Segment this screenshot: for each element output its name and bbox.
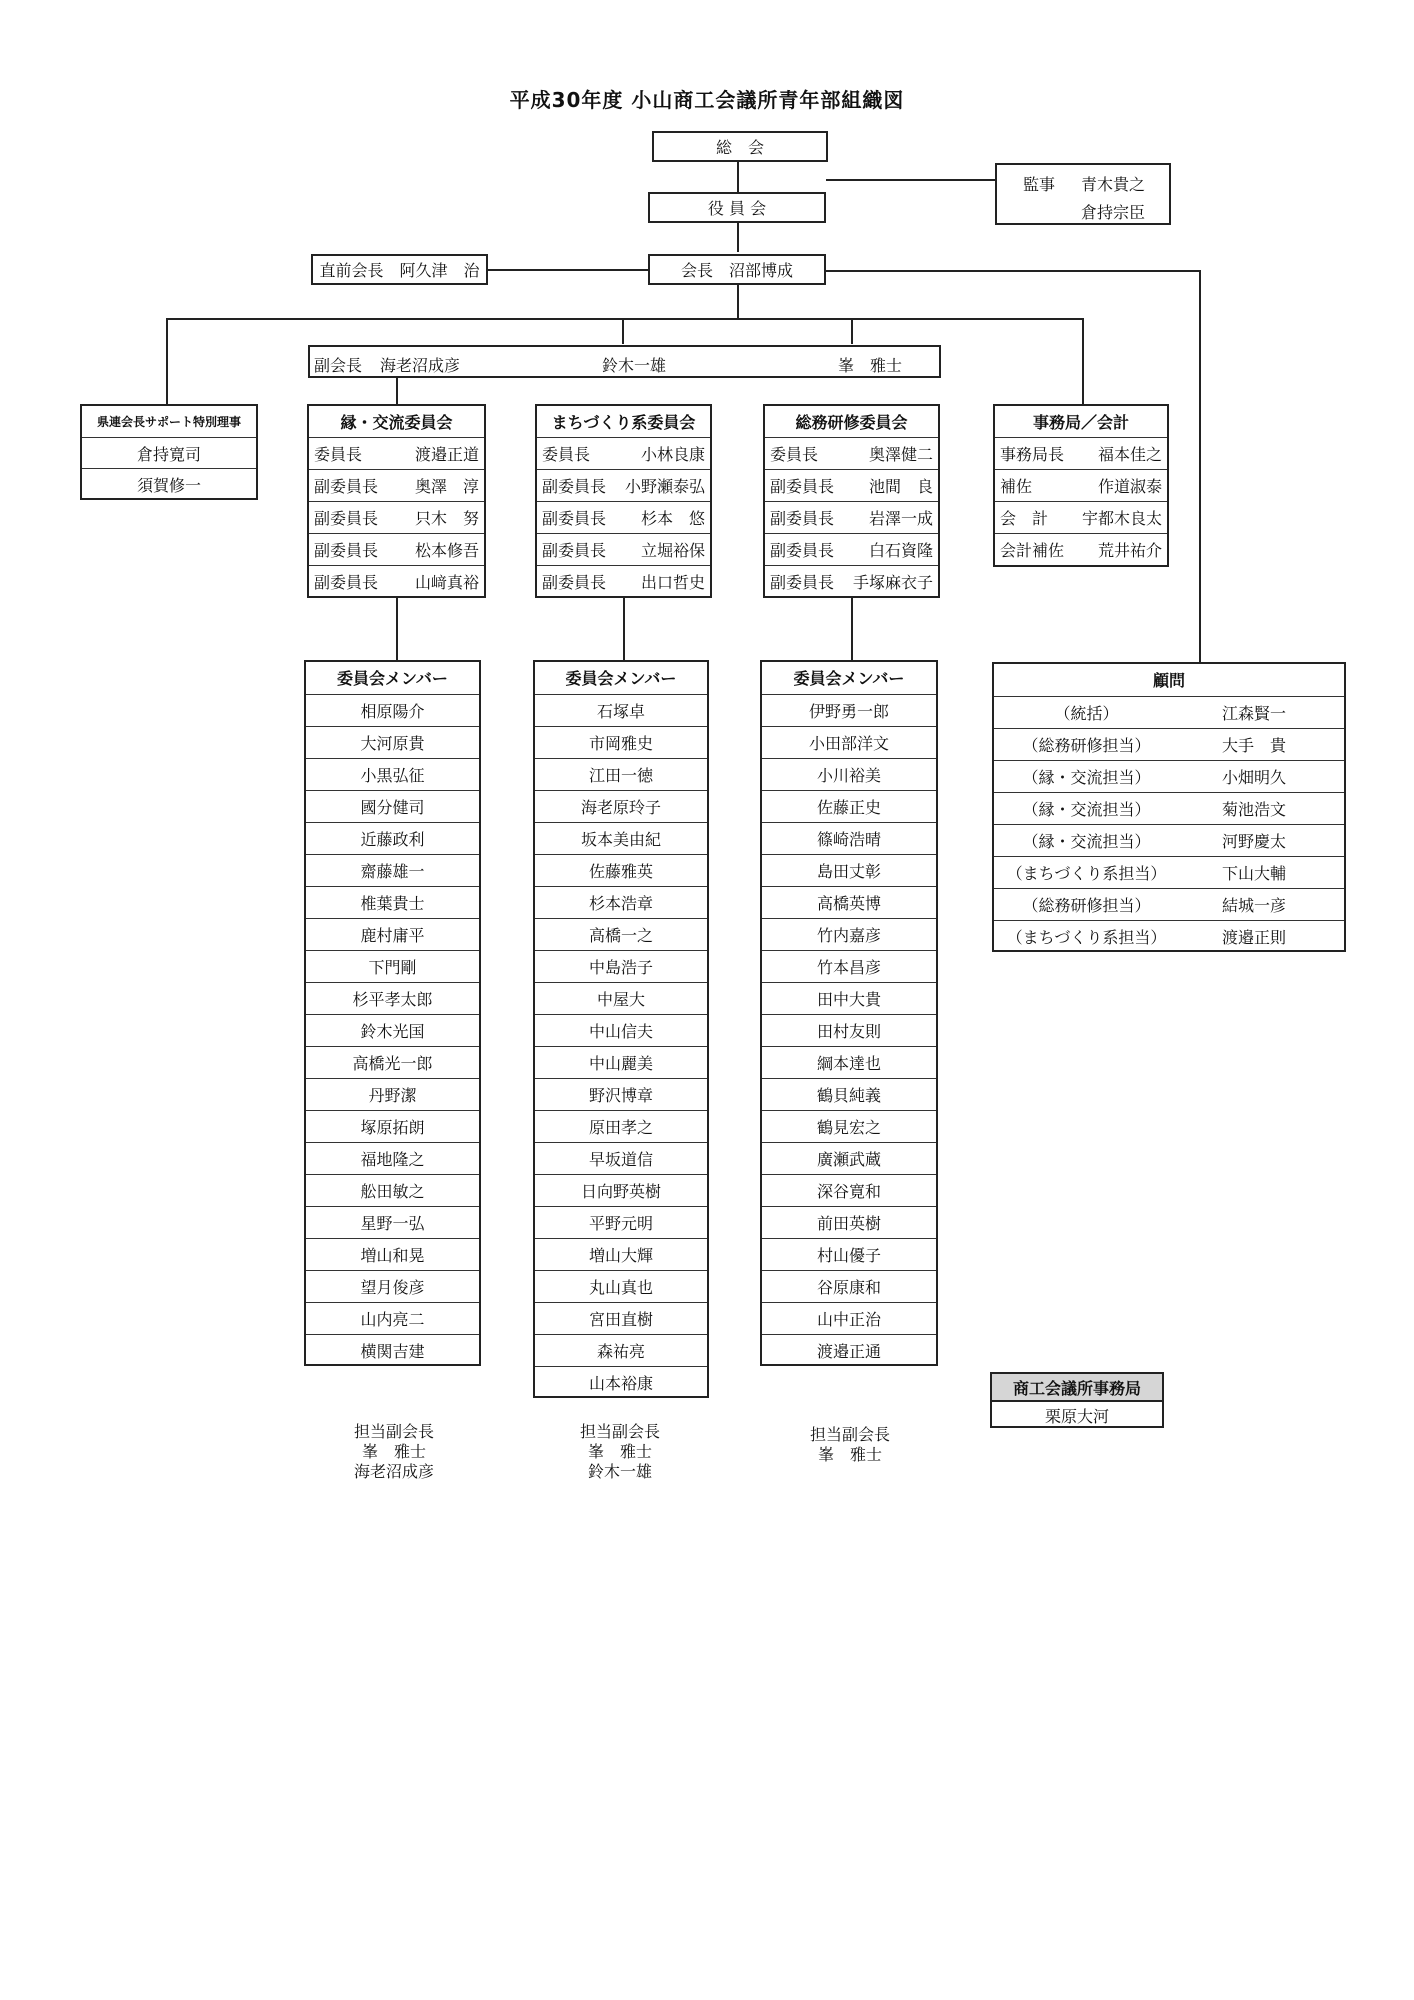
leader-row xyxy=(537,501,710,532)
advisor-row xyxy=(994,760,1344,791)
advisor-role: （縁・交流担当） xyxy=(1022,831,1151,851)
secretariat-row xyxy=(995,533,1167,564)
secretariat-row xyxy=(995,501,1167,532)
member-name: 佐藤雅英 xyxy=(535,854,707,885)
advisor-row xyxy=(994,824,1344,855)
note-line: 担当副会長 xyxy=(809,1425,890,1444)
member-name: 市岡雅史 xyxy=(535,726,707,757)
president-box xyxy=(648,254,826,285)
leader-role: 副委員長 xyxy=(314,476,379,496)
leader-name: 岩澤一成 xyxy=(868,508,933,528)
member-name: 平野元明 xyxy=(535,1206,707,1237)
member-name: 森祐亮 xyxy=(535,1334,707,1365)
secretariat-role: 補佐 xyxy=(1000,476,1033,496)
secretariat-box xyxy=(993,404,1169,567)
committee-leaders-box xyxy=(763,404,940,598)
president-label: 会長 沼部博成 xyxy=(680,261,793,280)
members-header: 委員会メンバー xyxy=(565,669,677,688)
leader-name: 山﨑真裕 xyxy=(414,572,479,592)
advisor-role: （総務研修担当） xyxy=(1022,895,1151,915)
advisor-row xyxy=(994,728,1344,759)
member-name: 伊野勇一郎 xyxy=(762,694,936,725)
member-name: 鹿村庸平 xyxy=(306,918,479,949)
member-name: 坂本美由紀 xyxy=(535,822,707,853)
support-director-name: 倉持寛司 xyxy=(82,437,256,468)
leader-name: 只木 努 xyxy=(414,508,479,528)
committee-header: 縁・交流委員会 xyxy=(340,413,453,432)
member-name: 相原陽介 xyxy=(306,694,479,725)
leader-role: 委員長 xyxy=(314,444,363,464)
leader-row xyxy=(765,469,938,500)
auditor-name: 倉持宗臣 xyxy=(1081,203,1146,222)
secretariat-name: 福本佳之 xyxy=(1097,444,1162,464)
advisor-role: （まちづくり系担当） xyxy=(1006,863,1167,883)
connector-line xyxy=(486,269,650,271)
member-name: 増山和晃 xyxy=(306,1238,479,1269)
connector-line xyxy=(737,283,739,319)
member-name: 島田丈彰 xyxy=(762,854,936,885)
member-name: 塚原拓朗 xyxy=(306,1110,479,1141)
member-name: 山中正治 xyxy=(762,1302,936,1333)
member-name: 石塚卓 xyxy=(535,694,707,725)
member-name: 高橋英博 xyxy=(762,886,936,917)
advisor-role: （統括） xyxy=(1054,703,1119,723)
leader-name: 小野瀬泰弘 xyxy=(624,476,705,496)
leader-role: 副委員長 xyxy=(542,540,607,560)
member-name: 舩田敏之 xyxy=(306,1174,479,1205)
member-name: 山内亮二 xyxy=(306,1302,479,1333)
member-name: 山本裕康 xyxy=(535,1366,707,1397)
member-name: 中山信夫 xyxy=(535,1014,707,1045)
leader-name: 手塚麻衣子 xyxy=(852,572,933,592)
member-name: 大河原貴 xyxy=(306,726,479,757)
leader-role: 委員長 xyxy=(542,444,591,464)
member-name: 宮田直樹 xyxy=(535,1302,707,1333)
member-name: 中山麗美 xyxy=(535,1046,707,1077)
member-name: 中島浩子 xyxy=(535,950,707,981)
leader-row xyxy=(537,469,710,500)
member-name: 竹本昌彦 xyxy=(762,950,936,981)
advisor-name: 河野慶太 xyxy=(1221,831,1286,851)
member-name: 國分健司 xyxy=(306,790,479,821)
advisor-name: 結城一彦 xyxy=(1221,895,1286,915)
advisor-row xyxy=(994,792,1344,823)
advisors-header: 顧問 xyxy=(1152,671,1185,690)
leader-role: 副委員長 xyxy=(770,572,835,592)
former-president-box xyxy=(311,254,488,285)
member-name: 廣瀬武蔵 xyxy=(762,1142,936,1173)
office-header: 商工会議所事務局 xyxy=(992,1374,1162,1402)
connector-line xyxy=(166,318,168,404)
member-name: 小田部洋文 xyxy=(762,726,936,757)
leader-role: 副委員長 xyxy=(314,508,379,528)
members-header: 委員会メンバー xyxy=(793,669,905,688)
committee-header: まちづくり系委員会 xyxy=(551,413,696,432)
advisor-name: 江森賢一 xyxy=(1221,703,1286,723)
assigned-vp-note xyxy=(314,1422,474,1482)
advisor-row xyxy=(994,856,1344,887)
advisor-row xyxy=(994,696,1344,727)
leader-role: 委員長 xyxy=(770,444,819,464)
support-director-name: 須賀修一 xyxy=(82,468,256,499)
advisor-name: 菊池浩文 xyxy=(1221,799,1286,819)
leader-role: 副委員長 xyxy=(770,508,835,528)
member-name: 星野一弘 xyxy=(306,1206,479,1237)
vice-president-label: 副会長 xyxy=(314,356,363,375)
leader-name: 松本修吾 xyxy=(414,540,479,560)
member-name: 杉本浩章 xyxy=(535,886,707,917)
leader-row xyxy=(765,565,938,596)
committee-members-box xyxy=(533,660,709,1398)
note-line: 峯 雅士 xyxy=(817,1445,882,1464)
auditor-name: 青木貴之 xyxy=(1081,175,1146,194)
member-name: 齋藤雄一 xyxy=(306,854,479,885)
leader-name: 小林良康 xyxy=(640,444,705,464)
secretariat-role: 会 計 xyxy=(1000,508,1049,528)
former-president-label: 直前会長 阿久津 治 xyxy=(319,261,480,280)
auditor-box xyxy=(995,163,1171,225)
advisors-box xyxy=(992,662,1346,952)
leader-row xyxy=(309,501,484,532)
connector-line xyxy=(1082,318,1084,404)
leader-row xyxy=(537,533,710,564)
leader-name: 杉本 悠 xyxy=(640,508,705,528)
assigned-vp-note xyxy=(770,1425,930,1465)
member-name: 中屋大 xyxy=(535,982,707,1013)
member-name: 野沢博章 xyxy=(535,1078,707,1109)
leader-name: 白石資隆 xyxy=(868,540,933,560)
advisor-role: （縁・交流担当） xyxy=(1022,799,1151,819)
connector-line xyxy=(737,160,739,194)
member-name: 高橋光一郎 xyxy=(306,1046,479,1077)
member-name: 田村友則 xyxy=(762,1014,936,1045)
advisor-role: （まちづくり系担当） xyxy=(1006,927,1167,947)
leader-name: 渡邉正道 xyxy=(414,444,479,464)
secretariat-name: 荒井祐介 xyxy=(1097,540,1162,560)
leader-name: 出口哲史 xyxy=(640,572,705,592)
member-name: 福地隆之 xyxy=(306,1142,479,1173)
member-name: 深谷寛和 xyxy=(762,1174,936,1205)
member-name: 椎葉貴士 xyxy=(306,886,479,917)
member-name: 日向野英樹 xyxy=(535,1174,707,1205)
connector-line xyxy=(396,377,398,404)
secretariat-role: 事務局長 xyxy=(1000,444,1065,464)
committee-members-box xyxy=(304,660,481,1366)
member-name: 高橋一之 xyxy=(535,918,707,949)
leader-row xyxy=(765,437,938,468)
member-name: 早坂道信 xyxy=(535,1142,707,1173)
member-name: 鶴見宏之 xyxy=(762,1110,936,1141)
note-line: 担当副会長 xyxy=(353,1422,434,1441)
member-name: 鈴木光国 xyxy=(306,1014,479,1045)
member-name: 渡邉正通 xyxy=(762,1334,936,1365)
advisor-role: （縁・交流担当） xyxy=(1022,767,1151,787)
member-name: 杉平孝太郎 xyxy=(306,982,479,1013)
advisor-name: 渡邉正則 xyxy=(1221,927,1286,947)
committee-members-box xyxy=(760,660,938,1366)
leader-role: 副委員長 xyxy=(314,540,379,560)
leader-role: 副委員長 xyxy=(770,540,835,560)
page-title: 平成30年度 小山商工会議所青年部組織図 xyxy=(509,88,905,112)
note-line: 海老沼成彦 xyxy=(353,1462,434,1481)
member-name: 増山大輝 xyxy=(535,1238,707,1269)
note-line: 担当副会長 xyxy=(579,1422,660,1441)
member-name: 横関吉建 xyxy=(306,1334,479,1365)
leader-row xyxy=(537,437,710,468)
leader-name: 立堀裕保 xyxy=(640,540,705,560)
member-name: 近藤政利 xyxy=(306,822,479,853)
connector-line xyxy=(623,598,625,660)
committee-leaders-box xyxy=(307,404,486,598)
member-name: 綱本達也 xyxy=(762,1046,936,1077)
note-line: 峯 雅士 xyxy=(361,1442,426,1461)
committee-header: 総務研修委員会 xyxy=(795,413,908,432)
leader-row xyxy=(309,533,484,564)
support-director-box xyxy=(80,404,258,500)
vice-president-name: 峯 雅士 xyxy=(838,356,903,375)
member-name: 篠崎浩晴 xyxy=(762,822,936,853)
advisor-row xyxy=(994,920,1344,951)
leader-name: 奥澤健二 xyxy=(868,444,933,464)
leader-name: 奥澤 淳 xyxy=(414,476,479,496)
advisor-name: 小畑明久 xyxy=(1221,767,1286,787)
leader-row xyxy=(537,565,710,596)
member-name: 谷原康和 xyxy=(762,1270,936,1301)
leader-row xyxy=(309,437,484,468)
member-name: 海老原玲子 xyxy=(535,790,707,821)
member-name: 村山優子 xyxy=(762,1238,936,1269)
secretariat-row xyxy=(995,469,1167,500)
member-name: 望月俊彦 xyxy=(306,1270,479,1301)
note-line: 峯 雅士 xyxy=(587,1442,652,1461)
member-name: 小川裕美 xyxy=(762,758,936,789)
committee-leaders-box xyxy=(535,404,712,598)
secretariat-role: 会計補佐 xyxy=(1000,540,1065,560)
leader-role: 副委員長 xyxy=(770,476,835,496)
office-name: 栗原大河 xyxy=(1044,1406,1109,1426)
leader-name: 池間 良 xyxy=(868,476,933,496)
secretariat-name: 作道淑泰 xyxy=(1097,476,1162,496)
members-header: 委員会メンバー xyxy=(337,669,448,688)
member-name: 丹野潔 xyxy=(306,1078,479,1109)
advisor-name: 下山大輔 xyxy=(1221,863,1286,883)
board-box xyxy=(648,192,826,223)
connector-line xyxy=(851,318,853,344)
member-name: 田中大貴 xyxy=(762,982,936,1013)
leader-row xyxy=(765,501,938,532)
member-name: 前田英樹 xyxy=(762,1206,936,1237)
leader-role: 副委員長 xyxy=(542,572,607,592)
member-name: 佐藤正史 xyxy=(762,790,936,821)
support-director-header: 県連会長サポート特別理事 xyxy=(96,415,241,429)
member-name: 小黒弘征 xyxy=(306,758,479,789)
leader-role: 副委員長 xyxy=(542,476,607,496)
connector-line xyxy=(826,270,1200,272)
connector-line xyxy=(1199,270,1201,662)
secretariat-name: 宇都木良太 xyxy=(1081,508,1162,528)
leader-role: 副委員長 xyxy=(542,508,607,528)
vice-president-name: 鈴木一雄 xyxy=(602,356,667,375)
connector-line xyxy=(396,598,398,660)
leader-row xyxy=(309,469,484,500)
member-name: 原田孝之 xyxy=(535,1110,707,1141)
connector-line xyxy=(166,318,1083,320)
connector-line xyxy=(826,179,996,181)
auditor-label: 監事 xyxy=(1023,175,1056,194)
member-name: 下門剛 xyxy=(306,950,479,981)
board-label: 役 員 会 xyxy=(707,199,767,218)
secretariat-header: 事務局／会計 xyxy=(1032,413,1129,432)
connector-line xyxy=(737,222,739,252)
general-assembly-box xyxy=(652,131,828,162)
member-name: 竹内嘉彦 xyxy=(762,918,936,949)
leader-role: 副委員長 xyxy=(314,572,379,592)
leader-row xyxy=(765,533,938,564)
vice-president-bar xyxy=(308,345,941,378)
leader-row xyxy=(309,565,484,596)
secretariat-row xyxy=(995,437,1167,468)
general-assembly-label: 総 会 xyxy=(715,138,764,157)
advisor-row xyxy=(994,888,1344,919)
vice-president-name: 海老沼成彦 xyxy=(380,356,461,375)
connector-line xyxy=(622,318,624,344)
advisor-role: （総務研修担当） xyxy=(1022,735,1151,755)
member-name: 江田一徳 xyxy=(535,758,707,789)
member-name: 鶴貝純義 xyxy=(762,1078,936,1109)
member-name: 丸山真也 xyxy=(535,1270,707,1301)
assigned-vp-note xyxy=(540,1422,700,1482)
note-line: 鈴木一雄 xyxy=(587,1462,652,1481)
office-box xyxy=(990,1372,1164,1428)
advisor-name: 大手 貴 xyxy=(1221,735,1286,755)
connector-line xyxy=(851,598,853,660)
